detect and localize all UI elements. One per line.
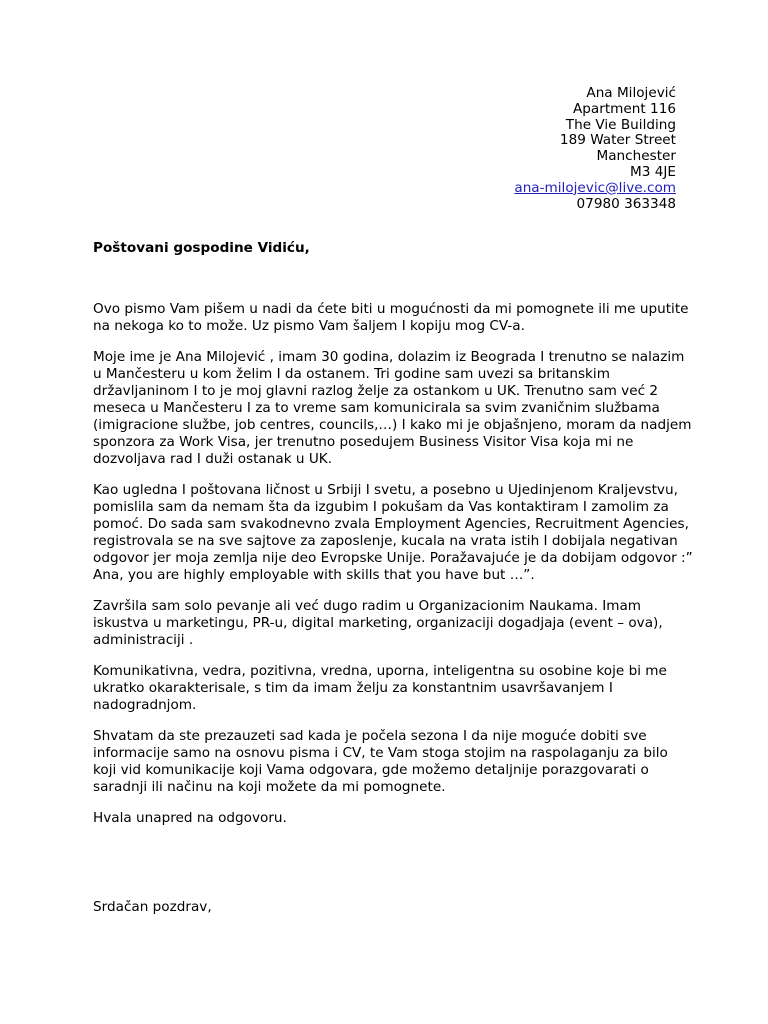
sender-phone: 07980 363348 [576, 195, 676, 212]
salutation: Poštovani gospodine Vidiću, [93, 240, 310, 256]
paragraph-qualities: Komunikativna, vedra, pozitivna, vredna, uporna, inteligentna su osobine koje bi me ukratko okarakterisale, s tim da imam želju za konstantnim usavršavanjem I nadogradnjom. [93, 663, 667, 713]
sender-email-link[interactable]: ana-milojevic@live.com [514, 179, 676, 196]
sender-address-block [514, 86, 676, 212]
sender-city: Manchester [596, 148, 676, 165]
paragraph-experience: Završila sam solo pevanje ali već dugo radim u Organizacionim Naukama. Imam iskustva u marketingu, PR-u, digital marketing, organizaciji dogadjaja (event – ova), administraciji . [93, 598, 663, 648]
paragraph-intro: Ovo pismo Vam pišem u nadi da ćete biti u mogućnosti da mi pomognete ili me uputite na nekoga ko to može. Uz pismo Vam šaljem I kopiju mog CV-a. [93, 301, 689, 334]
closing: Srdačan pozdrav, [93, 899, 212, 915]
paragraph-availability: Shvatam da ste prezauzeti sad kada je počela sezona I da nije moguće dobiti sve informacije samo na osnovu pisma i CV, te Vam stoga stojim na raspolaganju za bilo koji vid komunikacije koji Vama odgovara, gde možemo detaljnije porazgovarati o saradnji ili načinu na koji možete da mi pomognete. [93, 728, 668, 795]
letter-body [93, 301, 693, 841]
sender-street: 189 Water Street [559, 132, 676, 149]
sender-building: The Vie Building [565, 116, 676, 133]
paragraph-request: Kao ugledna I poštovana ličnost u Srbiji I svetu, a posebno u Ujedinjenom Kraljevstvu, pomislila sam da nemam šta da izgubim I pokušam da Vas kontaktiram I zamolim za pomoć. Do sada sam svakodnevno zvala Employment Agencies, Recruitment Agencies, registrovala se na sve sajtove za zaposlenje, kucala na vrata istih I dobijala negativan odgovor jer moja zemlja nije deo Evropske Unije. Poražavajuće je da dobijam odgovor :” Ana, you are highly employable with skills that you have but …”. [93, 482, 693, 583]
sender-postcode: M3 4JE [630, 163, 676, 180]
paragraph-background: Moje ime je Ana Milojević , imam 30 godina, dolazim iz Beograda I trenutno se nalazim u Mančesteru u kom želim I da ostanem. Tri godine sam uvezi sa britanskim državljaninom I to je moj glavni razlog želje za ostankom u UK. Trenutno sam već 2 meseca u Mančesteru I za to vreme sam komunicirala sa svim zvaničnim službama (imigracione službe, job centres, councils,…) I kako mi je objašnjeno, moram da nadjem sponzora za Work Visa, jer trenutno posedujem Business Visitor Visa koja mi ne dozvoljava rad I duži ostanak u UK. [93, 349, 692, 467]
sender-name: Ana Milojević [586, 85, 676, 101]
paragraph-thanks: Hvala unapred na odgovoru. [93, 810, 287, 826]
sender-apartment: Apartment 116 [573, 100, 676, 117]
